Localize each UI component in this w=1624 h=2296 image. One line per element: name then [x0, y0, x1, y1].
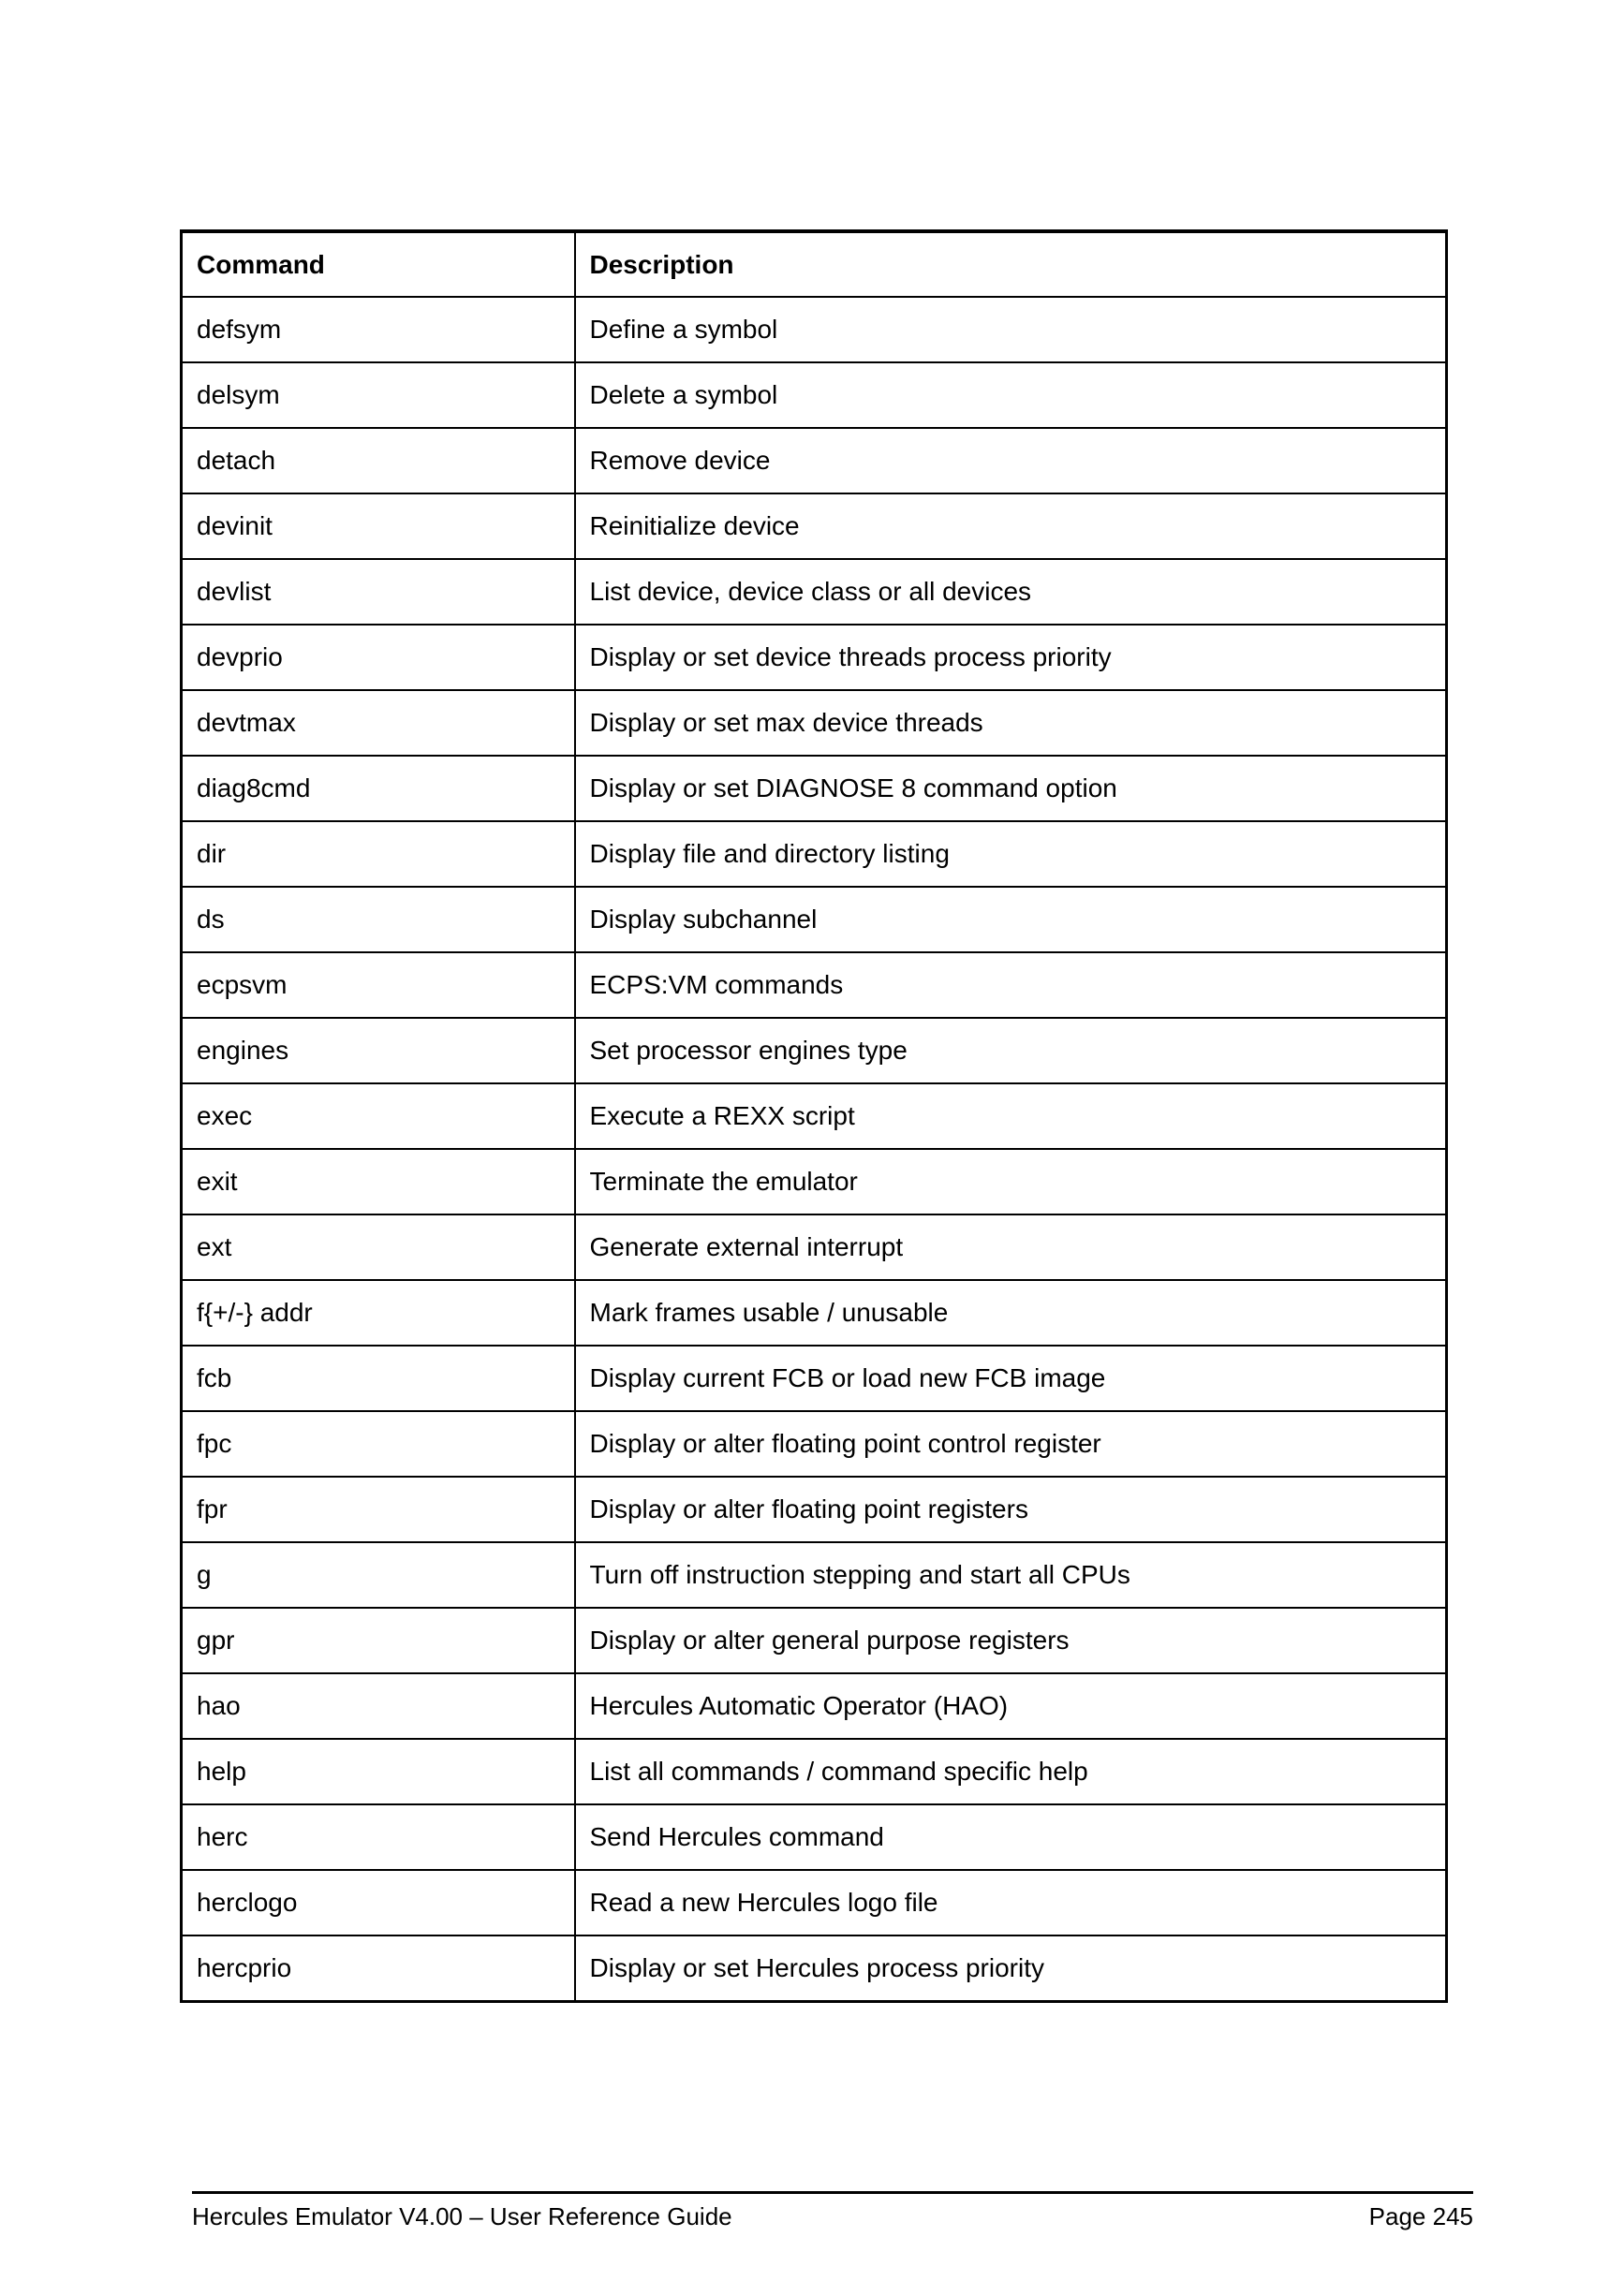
table-row — [182, 1542, 1447, 1608]
description-cell: Generate external interrupt — [575, 1214, 1447, 1280]
description-cell: Delete a symbol — [575, 362, 1447, 428]
description-cell: Send Hercules command — [575, 1804, 1447, 1870]
description-cell: Define a symbol — [575, 297, 1447, 362]
command-cell: hao — [182, 1673, 575, 1739]
table-row — [182, 1739, 1447, 1804]
command-cell: exec — [182, 1083, 575, 1149]
description-cell: Read a new Hercules logo file — [575, 1870, 1447, 1935]
command-table — [180, 229, 1448, 2003]
table-row — [182, 1477, 1447, 1542]
table-row — [182, 821, 1447, 887]
command-cell: engines — [182, 1018, 575, 1083]
table-row — [182, 1346, 1447, 1411]
page-footer — [192, 2191, 1473, 2231]
table-row — [182, 1673, 1447, 1739]
command-cell: herclogo — [182, 1870, 575, 1935]
table-row — [182, 1149, 1447, 1214]
table-row — [182, 1214, 1447, 1280]
table-row — [182, 493, 1447, 559]
command-cell: f{+/-} addr — [182, 1280, 575, 1346]
table-row — [182, 756, 1447, 821]
description-cell: Display or set Hercules process priority — [575, 1935, 1447, 2001]
command-cell: fpr — [182, 1477, 575, 1542]
table-row — [182, 1280, 1447, 1346]
table-row — [182, 1804, 1447, 1870]
command-cell: ext — [182, 1214, 575, 1280]
description-cell: Terminate the emulator — [575, 1149, 1447, 1214]
header-row — [182, 231, 1447, 297]
command-cell: g — [182, 1542, 575, 1608]
description-cell: Display or alter general purpose registers — [575, 1608, 1447, 1673]
command-cell: devinit — [182, 493, 575, 559]
table-row — [182, 690, 1447, 756]
command-cell: fpc — [182, 1411, 575, 1477]
command-cell: detach — [182, 428, 575, 493]
description-cell: Hercules Automatic Operator (HAO) — [575, 1673, 1447, 1739]
table-row — [182, 297, 1447, 362]
description-cell: Display file and directory listing — [575, 821, 1447, 887]
command-cell: diag8cmd — [182, 756, 575, 821]
table-row — [182, 1870, 1447, 1935]
description-cell: Display or set max device threads — [575, 690, 1447, 756]
command-cell: ecpsvm — [182, 952, 575, 1018]
command-cell: defsym — [182, 297, 575, 362]
footer-page-number: Page 245 — [1368, 2202, 1473, 2230]
command-cell: help — [182, 1739, 575, 1804]
table-row — [182, 952, 1447, 1018]
description-cell: Display or alter floating point registers — [575, 1477, 1447, 1542]
description-cell: List all commands / command specific help — [575, 1739, 1447, 1804]
description-cell: List device, device class or all devices — [575, 559, 1447, 625]
table-row — [182, 559, 1447, 625]
description-column-header: Description — [575, 231, 1447, 297]
command-cell: delsym — [182, 362, 575, 428]
footer-document-title: Hercules Emulator V4.00 – User Reference Guide — [192, 2202, 732, 2230]
table-row — [182, 1935, 1447, 2001]
table-row — [182, 1083, 1447, 1149]
description-cell: Mark frames usable / unusable — [575, 1280, 1447, 1346]
table-row — [182, 1018, 1447, 1083]
table-row — [182, 362, 1447, 428]
command-column-header: Command — [182, 231, 575, 297]
command-cell: hercprio — [182, 1935, 575, 2001]
description-cell: ECPS:VM commands — [575, 952, 1447, 1018]
description-cell: Display current FCB or load new FCB image — [575, 1346, 1447, 1411]
description-cell: Remove device — [575, 428, 1447, 493]
table-row — [182, 428, 1447, 493]
command-cell: herc — [182, 1804, 575, 1870]
table-row — [182, 1608, 1447, 1673]
command-cell: devtmax — [182, 690, 575, 756]
description-cell: Execute a REXX script — [575, 1083, 1447, 1149]
command-cell: ds — [182, 887, 575, 952]
description-cell: Display subchannel — [575, 887, 1447, 952]
command-cell: devlist — [182, 559, 575, 625]
description-cell: Reinitialize device — [575, 493, 1447, 559]
description-cell: Display or set device threads process priority — [575, 625, 1447, 690]
description-cell: Display or set DIAGNOSE 8 command option — [575, 756, 1447, 821]
command-cell: devprio — [182, 625, 575, 690]
table-row — [182, 887, 1447, 952]
command-cell: exit — [182, 1149, 575, 1214]
description-cell: Set processor engines type — [575, 1018, 1447, 1083]
command-cell: dir — [182, 821, 575, 887]
table-row — [182, 1411, 1447, 1477]
description-cell: Turn off instruction stepping and start all CPUs — [575, 1542, 1447, 1608]
command-cell: fcb — [182, 1346, 575, 1411]
command-cell: gpr — [182, 1608, 575, 1673]
table-row — [182, 625, 1447, 690]
description-cell: Display or alter floating point control register — [575, 1411, 1447, 1477]
